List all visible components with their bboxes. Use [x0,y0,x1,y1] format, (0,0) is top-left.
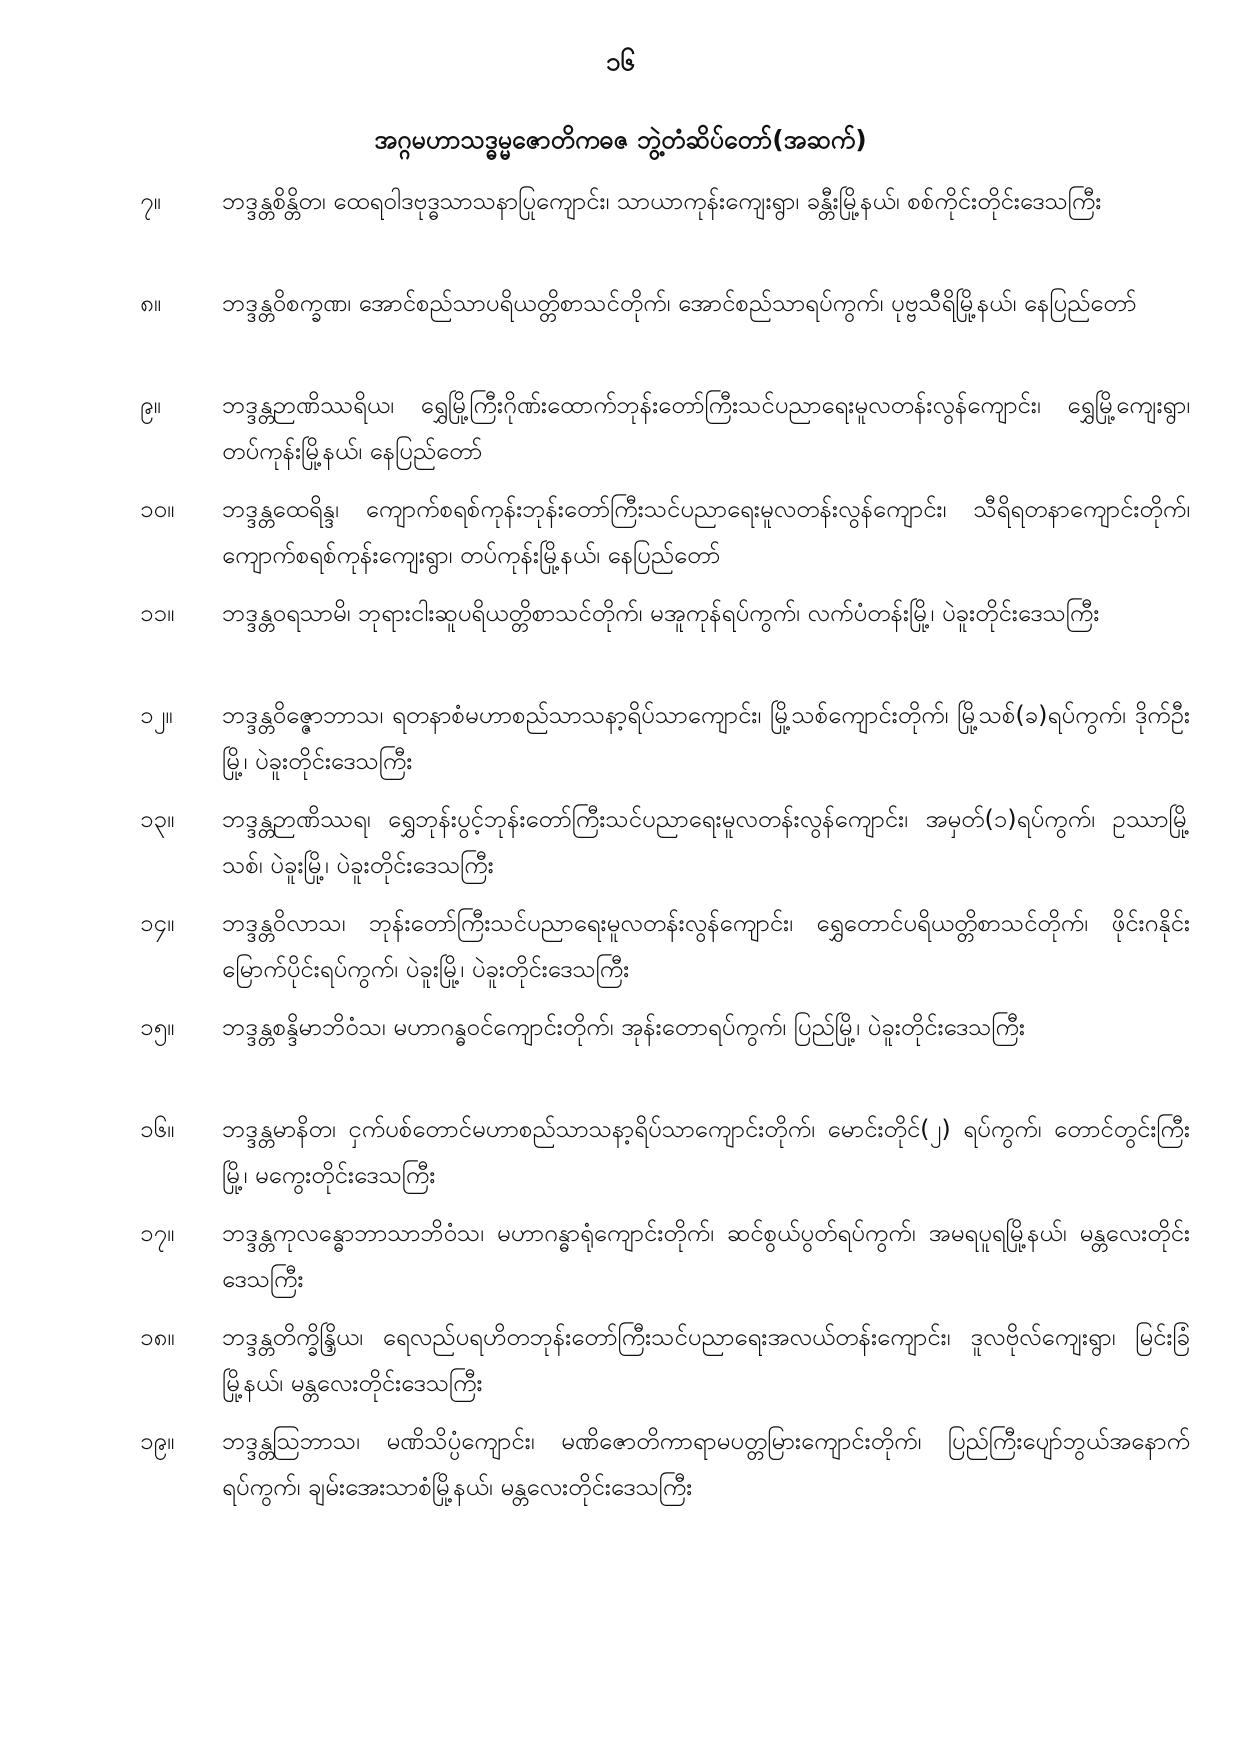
page-title: အဂ္ဂမဟာသဒ္ဓမ္မဇောတိကဓဇ ဘွဲ့တံဆိပ်တော်(အဆက်) [374,125,867,154]
list-item [140,178,1190,268]
entry-text: ဘဒ္ဒန္တဝရသာမိ၊ ဘုရားငါးဆူပရိယတ္တိစာသင်တိုက်၊ မအူကုန်ရပ်ကွက်၊ လက်ပံတန်းမြို့၊ ပဲခူးတိုင်းဒေသကြီး [222,599,1100,627]
list-item [140,1106,1190,1198]
entry-text: ဘဒ္ဒန္တဝိဇ္ဇောဘာသ၊ ရတနာစံမဟာစည်သာသနာ့ရိပ်သာကျောင်း၊ မြို့သစ်ကျောင်းတိုက်၊ မြို့သစ်(ခ)ရပ်ကွက်၊ ဒိုက်ဦးမြို့၊ ပဲခူးတိုင်းဒေသကြီး [222,701,1190,775]
entry-text: ဘဒ္ဒန္တဉာဏိဿရ၊ ရွှေဘုန်းပွင့်ဘုန်းတော်ကြီးသင်ပညာရေးမူလတန်းလွန်ကျောင်း၊ အမှတ်(၁)ရပ်ကွက်၊ ဥဿာမြို့သစ်၊ ပဲခူးမြို့၊ ပဲခူးတိုင်းဒေသကြီး [222,805,1190,879]
entry-number: ၁၆။ [140,1115,175,1143]
award-recipient-list [140,178,1190,1522]
list-item [140,692,1190,784]
entry-text: ဘဒ္ဒန္တသြဘာသ၊ မဏိသိပ္ပံကျောင်း၊ မဏိဇောတိကာရာမပတ္တမြားကျောင်းတိုက်၊ ပြည်ကြီးပျော်ဘွယ်အနောက်ရပ်ကွက်၊ ချမ်းအေးသာစံမြို့နယ်၊ မန္တလေးတိုင်းဒေသကြီး [222,1427,1190,1501]
list-item [140,796,1190,888]
entry-number: ၁၁။ [140,599,175,627]
page-number: ၁၆ [605,47,636,77]
entry-text: ဘဒ္ဒန္တထေရိန္ဒ၊ ကျောက်စရစ်ကုန်းဘုန်းတော်ကြီးသင်ပညာရေးမူလတန်းလွန်ကျောင်း၊ သီရိရတနာကျောင်းတိုက်၊ ကျောက်စရစ်ကုန်းကျေးရွာ၊ တပ်ကုန်းမြို့နယ်၊ နေပြည်တော် [222,495,1190,569]
entry-text: ဘဒ္ဒန္တဝိစက္ခဏ၊ အောင်စည်သာပရိယတ္တိစာသင်တိုက်၊ အောင်စည်သာရပ်ကွက်၊ ပုဗ္ဗသီရိမြို့နယ်၊ နေပြည်တော် [222,289,1137,317]
list-item [140,590,1190,680]
entry-number: ၁၇။ [140,1219,175,1247]
list-item [140,1004,1190,1094]
entry-number: ၇။ [140,187,161,215]
entry-text: ဘဒ္ဒန္တစန္ဒိမာဘိဝံသ၊ မဟာဂန္ဓဝင်ကျောင်းတိုက်၊ အုန်းတောရပ်ကွက်၊ ပြည်မြို့၊ ပဲခူးတိုင်းဒေသကြီး [222,1013,1025,1041]
entry-text: ဘဒ္ဒန္တဝိလာသ၊ ဘုန်းတော်ကြီးသင်ပညာရေးမူလတန်းလွန်ကျောင်း၊ ရွှေတောင်ပရိယတ္တိစာသင်တိုက်၊ ဖိုင်းဂနိုင်းမြောက်ပိုင်းရပ်ကွက်၊ ပဲခူးမြို့၊ ပဲခူးတိုင်းဒေသကြီး [222,909,1190,983]
list-item [140,382,1190,474]
entry-text: ဘဒ္ဒန္တတိက္ခိန္ဒြိယ၊ ရေလည်ပရဟိတဘုန်းတော်ကြီးသင်ပညာရေးအလယ်တန်းကျောင်း၊ ဒူလဗိုလ်ကျေးရွာ၊ မြင်းခြံမြို့နယ်၊ မန္တလေးတိုင်းဒေသကြီး [222,1323,1190,1397]
entry-number: ၁၀။ [140,495,175,523]
entry-number: ၁၉။ [140,1427,175,1455]
list-item [140,1314,1190,1406]
entry-number: ၁၃။ [140,805,175,833]
entry-number: ၁၅။ [140,1013,175,1041]
entry-number: ၁၂။ [140,701,173,729]
list-item [140,1418,1190,1510]
entry-text: ဘဒ္ဒန္တဉာဏိဿရိယ၊ ရွှေမြို့ကြီးဂိုဏ်းထောက်ဘုန်းတော်ကြီးသင်ပညာရေးမူလတန်းလွန်ကျောင်း၊ ရွှေမြို့ကျေးရွာ၊ တပ်ကုန်းမြို့နယ်၊ နေပြည်တော် [222,391,1190,465]
entry-text: ဘဒ္ဒန္တစိန္တိတ၊ ထေရဝါဒဗုဒ္ဓသာသနာပြုကျောင်း၊ သာယာကုန်းကျေးရွာ၊ ခန္တီးမြို့နယ်၊ စစ်ကိုင်းတိုင်းဒေသကြီး [222,187,1102,215]
list-item [140,900,1190,992]
entry-number: ၈။ [140,289,161,317]
entry-number: ၁၈။ [140,1323,175,1351]
entry-text: ဘဒ္ဒန္တကုလန္ဓောဘာသာဘိဝံသ၊ မဟာဂန္ဓာရုံကျောင်းတိုက်၊ ဆင်စွယ်ပွတ်ရပ်ကွက်၊ အမရပူရမြို့နယ်၊ မန္တလေးတိုင်းဒေသကြီး [222,1219,1190,1293]
list-item [140,486,1190,578]
list-item [140,280,1190,370]
entry-number: ၁၄။ [140,909,175,937]
entry-number: ၉။ [140,391,161,419]
entry-text: ဘဒ္ဒန္တမာနိတ၊ ငှက်ပစ်တောင်မဟာစည်သာသနာ့ရိပ်သာကျောင်းတိုက်၊ မောင်းတိုင်(၂) ရပ်ကွက်၊ တောင်တွင်းကြီးမြို့၊ မကွေးတိုင်းဒေသကြီး [222,1115,1190,1189]
list-item [140,1210,1190,1302]
